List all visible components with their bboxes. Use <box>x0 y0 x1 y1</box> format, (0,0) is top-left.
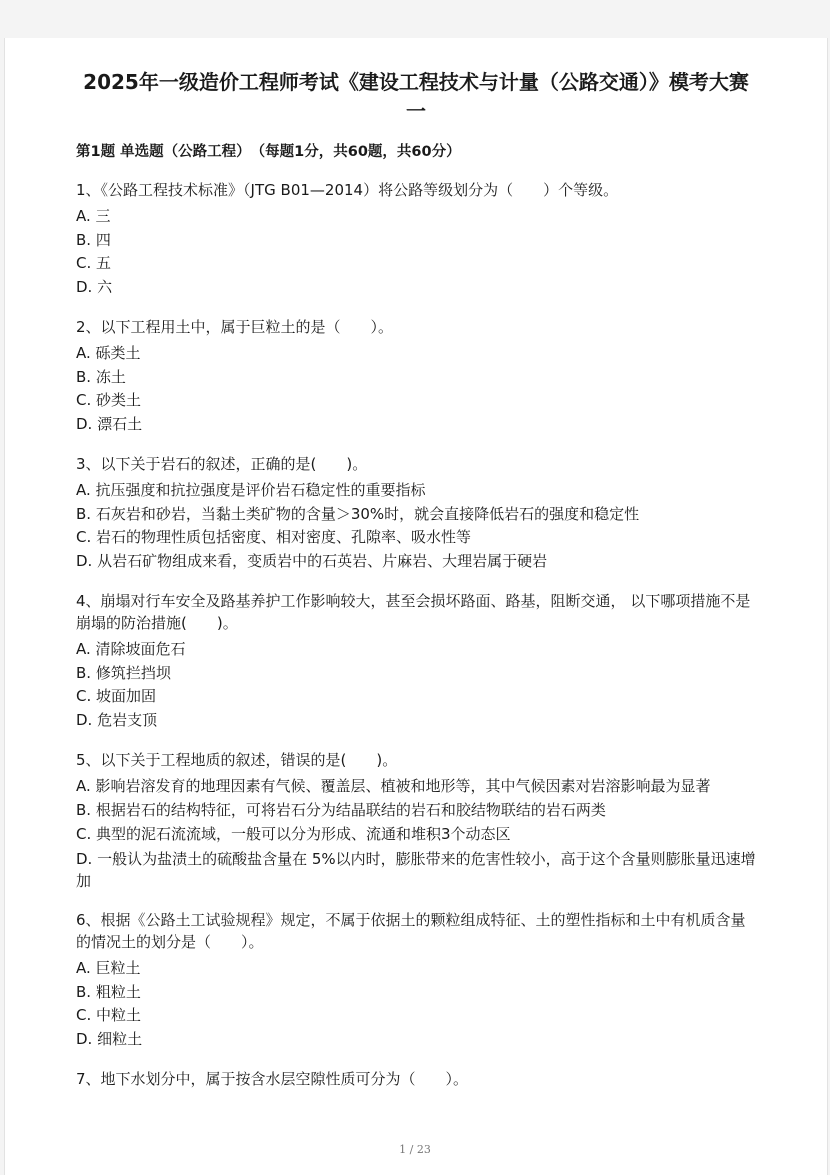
option-c: C. 典型的泥石流流域，一般可以分为形成、流通和堆积3个动态区 <box>76 824 511 843</box>
option-c: C. 坡面加固 <box>76 687 157 705</box>
document-page <box>4 38 828 1175</box>
option-b: B. 根据岩石的结构特征，可将岩石分为结晶联结的岩石和胶结物联结的岩石两类 <box>76 801 606 819</box>
option-b: B. 粗粒土 <box>76 982 141 1001</box>
option-c: C. 砂类土 <box>76 391 142 409</box>
option-a: A. 砾类土 <box>76 344 141 362</box>
question-4 <box>76 590 756 732</box>
question-stem: 6、根据《公路土工试验规程》规定，不属于依据土的颗粒组成特征、土的塑性指标和土中有机质含量的情况土的划分是（ ）。 <box>76 911 746 951</box>
question-6 <box>76 909 756 1051</box>
question-stem: 4、崩塌对行车安全及路基养护工作影响较大，甚至会损坏路面、路基，阻断交通， 以下哪项措施不是崩塌的防治措施( )。 <box>76 592 751 632</box>
option-c: C. 中粒土 <box>76 1006 142 1024</box>
question-stem: 1、《公路工程技术标准》（JTG B01—2014）将公路等级划分为（ ）个等级。 <box>76 181 619 199</box>
option-d: D. 一般认为盐渍土的硫酸盐含量在 5%以内时，膨胀带来的危害性较小，高于这个含量则膨胀量迅速增加 <box>76 850 756 890</box>
question-stem: 3、以下关于岩石的叙述，正确的是( )。 <box>76 455 368 473</box>
option-d: D. 危岩支顶 <box>76 710 158 729</box>
question-1 <box>76 179 756 299</box>
option-a: A. 抗压强度和抗拉强度是评价岩石稳定性的重要指标 <box>76 481 426 499</box>
option-d: D. 细粒土 <box>76 1029 143 1048</box>
option-a: A. 清除坡面危石 <box>76 640 186 658</box>
option-d: D. 六 <box>76 277 113 296</box>
question-stem: 7、地下水划分中，属于按含水层空隙性质可分为（ ）。 <box>76 1070 469 1088</box>
option-b: B. 冻土 <box>76 367 126 386</box>
section-heading: 第1题 单选题（公路工程） （每题1分，共60题，共60分） <box>76 144 461 160</box>
question-7 <box>76 1068 756 1090</box>
option-a: A. 影响岩溶发育的地理因素有气候、覆盖层、植被和地形等，其中气候因素对岩溶影响最为显著 <box>76 777 711 795</box>
option-a: A. 三 <box>76 207 111 225</box>
option-a: A. 巨粒土 <box>76 959 141 977</box>
option-b: B. 石灰岩和砂岩，当黏土类矿物的含量＞30%时，就会直接降低岩石的强度和稳定性 <box>76 504 640 523</box>
option-c: C. 五 <box>76 254 112 272</box>
option-b: B. 修筑拦挡坝 <box>76 663 171 682</box>
option-c: C. 岩石的物理性质包括密度、相对密度、孔隙率、吸水性等 <box>76 528 472 546</box>
option-d: D. 从岩石矿物组成来看，变质岩中的石英岩、片麻岩、大理岩属于硬岩 <box>76 551 548 570</box>
question-5 <box>76 749 756 892</box>
question-2 <box>76 316 756 436</box>
document-content <box>76 68 756 1107</box>
option-b: B. 四 <box>76 230 111 249</box>
option-d: D. 漂石土 <box>76 414 143 433</box>
question-stem: 5、以下关于工程地质的叙述，错误的是( )。 <box>76 751 398 769</box>
question-stem: 2、以下工程用土中，属于巨粒土的是（ ）。 <box>76 318 394 336</box>
page-indicator: 1 / 23 <box>399 1143 431 1156</box>
question-3 <box>76 453 756 573</box>
document-title: 2025年一级造价工程师考试《建设工程技术与计量（公路交通）》模考大赛一 <box>83 70 749 123</box>
